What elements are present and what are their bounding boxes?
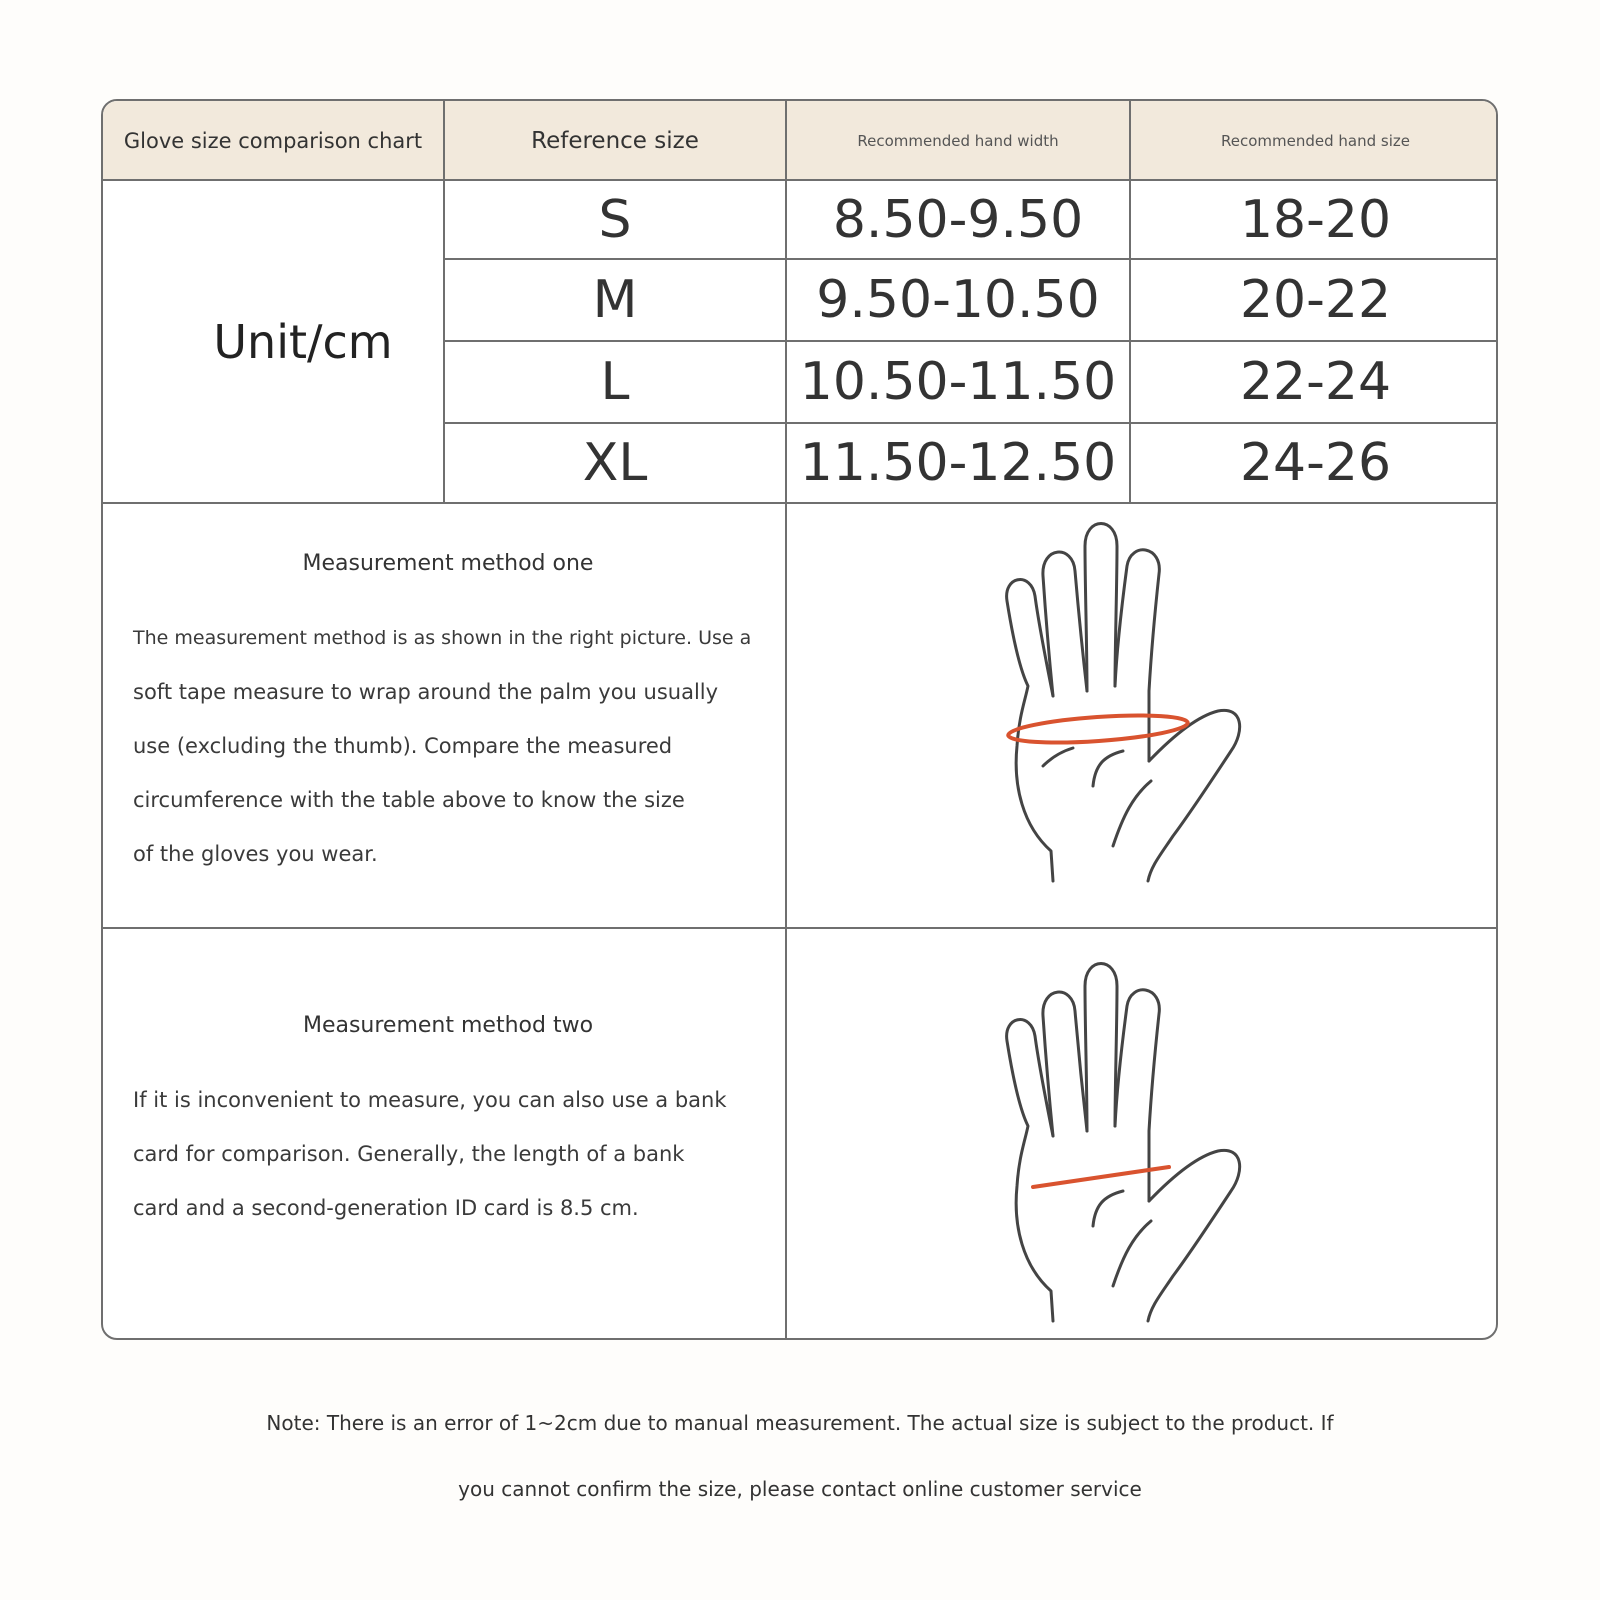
method-two-body xyxy=(133,1073,773,1235)
method-two-line-3: card and a second-generation ID card is 8.5 cm. xyxy=(133,1196,639,1220)
hand-width-illustration xyxy=(983,941,1383,1340)
width-s: 8.50-9.50 xyxy=(832,189,1084,250)
table-bottom-divider xyxy=(103,502,1498,504)
header-hand-size: Recommended hand size xyxy=(1221,132,1410,150)
header-cell-chart xyxy=(103,101,443,181)
header-chart-title: Glove size comparison chart xyxy=(123,129,423,153)
method-one-line-1: The measurement method is as shown in the right picture. Use a xyxy=(133,627,752,649)
method-one-body xyxy=(133,611,773,881)
header-cell-hand-width xyxy=(787,101,1129,181)
hand-circumference-illustration xyxy=(983,516,1383,916)
method-one-line-3: use (excluding the thumb). Compare the measured xyxy=(133,734,673,758)
method-one-line-4: circumference with the table above to know the size xyxy=(133,788,685,812)
width-xl: 11.50-12.50 xyxy=(799,433,1117,493)
header-reference-size: Reference size xyxy=(531,128,699,154)
header-cell-hand-size xyxy=(1131,101,1498,181)
note-line-1: Note: There is an error of 1~2cm due to manual measurement. The actual size is subject to the product. If xyxy=(266,1411,1334,1435)
header-hand-width: Recommended hand width xyxy=(857,132,1059,150)
method-one-title: Measurement method one xyxy=(302,551,594,576)
unit-label: Unit/cm xyxy=(213,314,393,369)
width-m: 9.50-10.50 xyxy=(816,270,1100,330)
size-chart-table xyxy=(101,99,1498,1340)
method-one-line-5: of the gloves you wear. xyxy=(133,842,378,866)
header-cell-reference-size xyxy=(445,101,785,181)
hand-xl: 24-26 xyxy=(1239,433,1392,493)
hand-m: 20-22 xyxy=(1239,270,1392,330)
hand-l: 22-24 xyxy=(1239,352,1392,412)
size-l: L xyxy=(600,352,630,412)
note-line-2: you cannot confirm the size, please contact online customer service xyxy=(458,1477,1142,1501)
size-m: M xyxy=(592,270,638,330)
method-two-line-1: If it is inconvenient to measure, you can also use a bank xyxy=(133,1088,727,1112)
method-two-title: Measurement method two xyxy=(302,1013,594,1038)
size-s: S xyxy=(598,189,632,250)
method-two-line-2: card for comparison. Generally, the length of a bank xyxy=(133,1142,685,1166)
hand-s: 18-20 xyxy=(1239,189,1392,250)
width-l: 10.50-11.50 xyxy=(799,352,1117,412)
methods-divider xyxy=(103,927,1498,929)
size-xl: XL xyxy=(582,433,648,493)
method-one-line-2: soft tape measure to wrap around the palm you usually xyxy=(133,680,719,704)
